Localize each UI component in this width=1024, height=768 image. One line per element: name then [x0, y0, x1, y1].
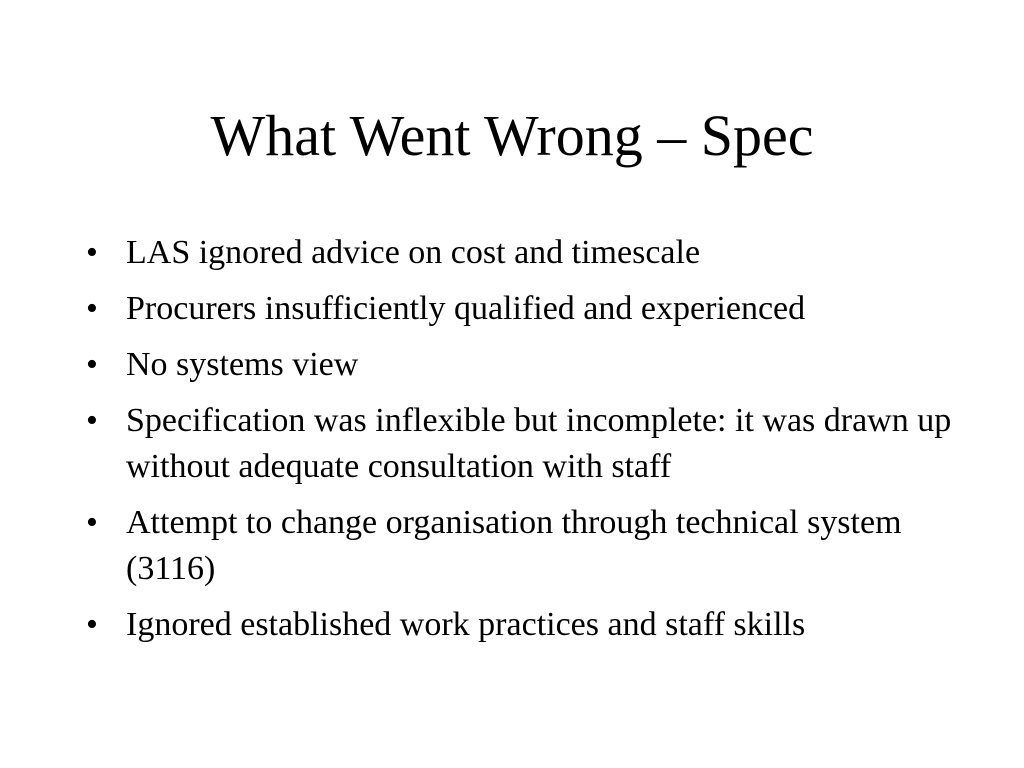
bullet-marker: • — [86, 290, 98, 327]
bullet-marker: • — [86, 346, 98, 383]
bullet-marker: • — [86, 504, 98, 541]
bullet-item-systems-view — [86, 342, 966, 388]
bullet-item-procurers — [86, 286, 966, 332]
bullet-marker: • — [86, 402, 98, 439]
bullet-item-organisation-change — [86, 500, 966, 592]
bullet-text: Specification was inflexible but incomplete: it was drawn up without adequate consultation with staff — [126, 402, 952, 485]
bullet-item-specification — [86, 398, 966, 490]
bullet-text: Procurers insufficiently qualified and experienced — [126, 290, 806, 327]
bullet-text: LAS ignored advice on cost and timescale — [126, 234, 701, 271]
bullet-item-work-practices — [86, 602, 966, 648]
bullet-marker: • — [86, 606, 98, 643]
bullet-item-advice — [86, 230, 966, 276]
slide-title: What Went Wrong – Spec — [210, 103, 814, 168]
bullet-text: No systems view — [126, 346, 359, 383]
bullet-list — [86, 230, 966, 658]
bullet-marker: • — [86, 234, 98, 271]
bullet-text: Ignored established work practices and staff skills — [126, 606, 806, 643]
bullet-text: Attempt to change organisation through technical system (3116) — [126, 504, 902, 587]
